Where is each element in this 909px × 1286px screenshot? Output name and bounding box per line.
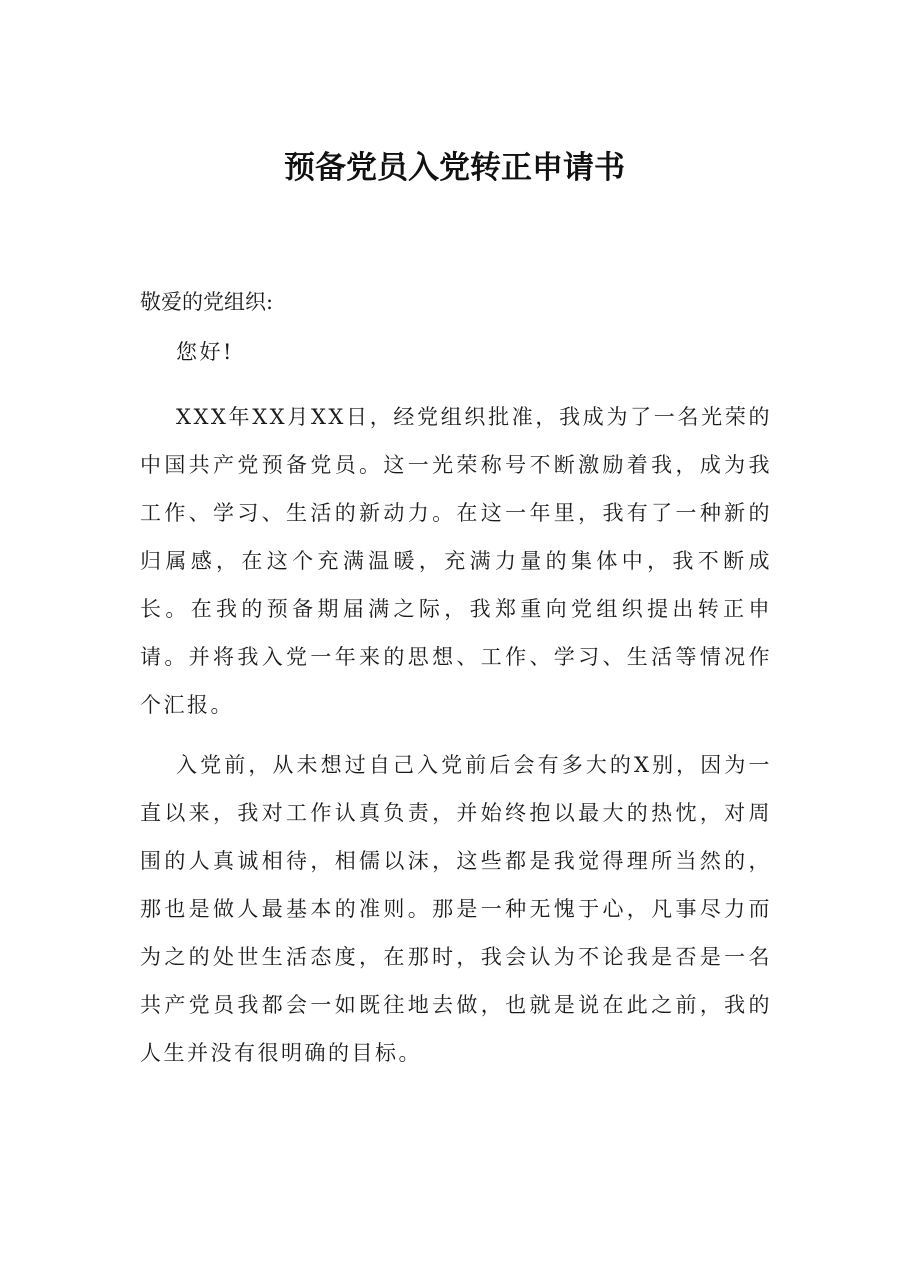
salutation: 敬爱的党组织: — [140, 290, 274, 314]
paragraph-1: XXX年XX月XX日，经党组织批准，我成为了一名光荣的中国共产党预备党员。这一光荣称号不断激励着我，成为我工作、学习、生活的新动力。在这一年里，我有了一种新的归属感，在这个充满温暖，充满力量的集体中，我不断成长。在我的预备期届满之际，我郑重向党组织提出转正申请。并将我入党一年来的思想、工作、学习、生活等情况作个汇报。 — [140, 405, 772, 717]
paragraph-2: 入党前，从未想过自己入党前后会有多大的X别，因为一直以来，我对工作认真负责，并始终抱以最大的热忱，对周围的人真诚相待，相儒以沫，这些都是我觉得理所当然的，那也是做人最基本的准则。那是一种无愧于心，凡事尽力而为之的处世生活态度，在那时，我会认为不论我是否是一名共产党员我都会一如既往地去做，也就是说在此之前，我的人生并没有很明确的目标。 — [140, 753, 772, 1065]
greeting: 您好! — [176, 340, 234, 364]
document-title: 预备党员入党转正申请书 — [284, 150, 625, 186]
document-body — [140, 283, 772, 1089]
